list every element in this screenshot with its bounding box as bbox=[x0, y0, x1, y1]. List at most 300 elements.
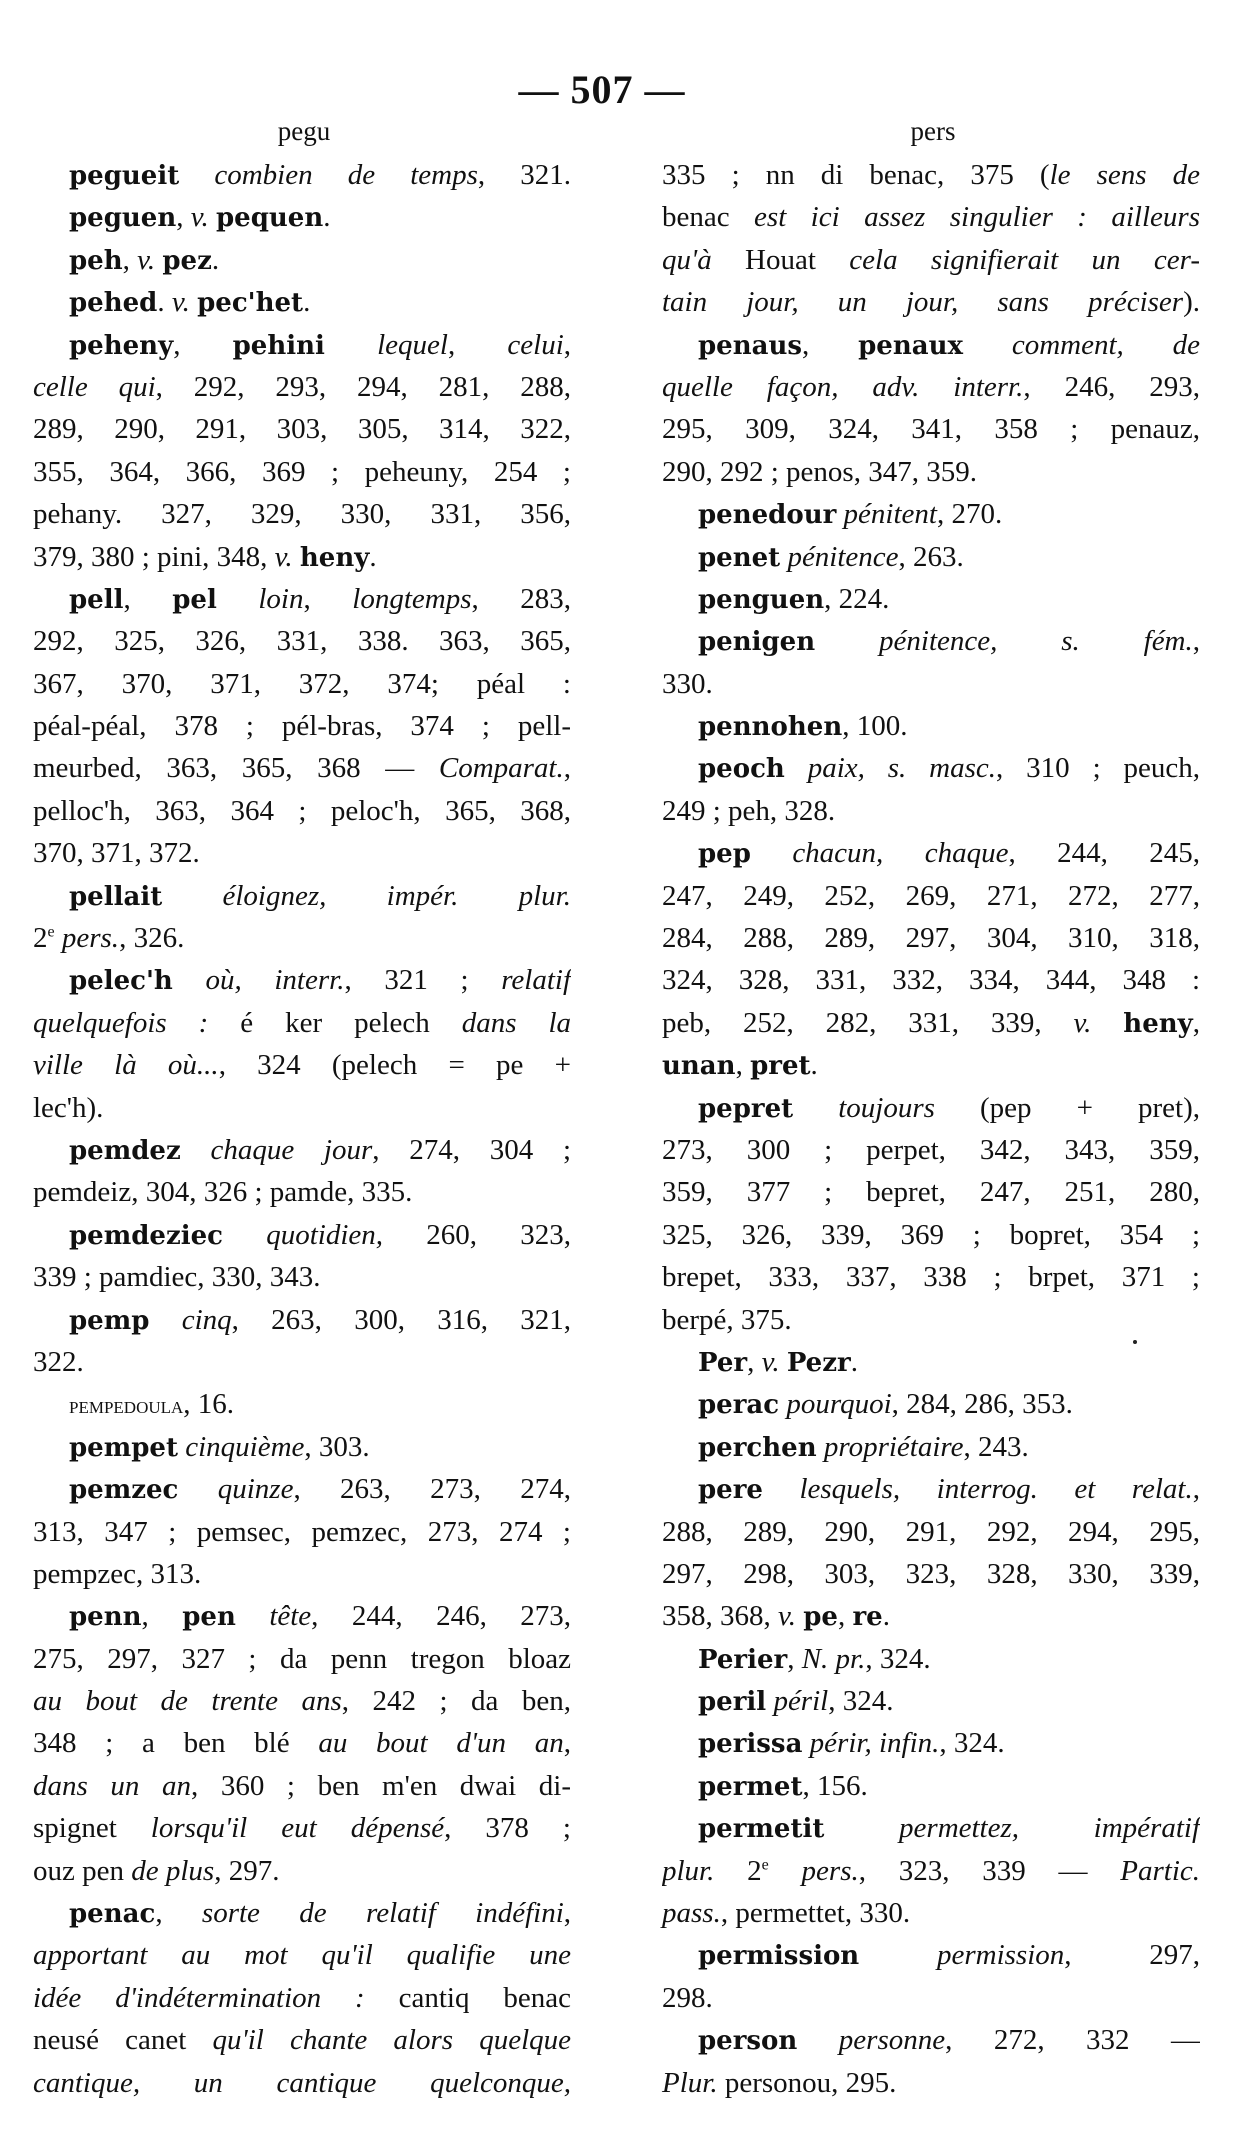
headword: person bbox=[698, 2026, 798, 2057]
dictionary-line bbox=[33, 663, 571, 705]
dictionary-line bbox=[33, 959, 571, 1001]
definition-text: pénitence bbox=[787, 540, 899, 573]
dictionary-line bbox=[662, 1214, 1200, 1256]
headword: perac bbox=[698, 1390, 780, 1421]
entry-text bbox=[162, 880, 222, 912]
entry-text: ouz pen bbox=[33, 1854, 132, 1887]
headword: pemdez bbox=[69, 1135, 181, 1166]
entry-text: , bbox=[173, 328, 233, 361]
headword: pe bbox=[803, 1602, 838, 1633]
dictionary-line bbox=[662, 790, 1200, 832]
dictionary-line bbox=[33, 451, 571, 493]
entry-text: . bbox=[850, 1345, 858, 1378]
headword: pequen bbox=[215, 203, 324, 234]
entry-text: personou, 295. bbox=[717, 2066, 897, 2099]
entry-text: neusé canet bbox=[33, 2024, 213, 2057]
entry-text: lec'h). bbox=[33, 1091, 104, 1124]
entry-text: , 297, bbox=[1064, 1939, 1200, 1972]
dictionary-line bbox=[33, 1511, 571, 1553]
headword: peheny bbox=[69, 330, 174, 361]
entry-text: , bbox=[563, 328, 571, 361]
entry-text: 324, 328, 331, 332, 334, 344, 348 : bbox=[662, 964, 1200, 997]
definition-text: tête bbox=[269, 1600, 312, 1633]
entry-text bbox=[209, 201, 216, 233]
dictionary-line bbox=[33, 1850, 571, 1892]
dictionary-line bbox=[662, 1468, 1200, 1510]
entry-text: . bbox=[211, 243, 220, 276]
entry-text: , bbox=[563, 1897, 571, 1930]
entry-text: , 292, 293, 294, 281, 288, bbox=[155, 370, 571, 403]
entry-text bbox=[190, 286, 197, 318]
entry-text: , 244, 245, bbox=[1008, 837, 1200, 870]
definition-text: quelle façon, adv. interr. bbox=[662, 370, 1024, 403]
dictionary-line bbox=[33, 1722, 571, 1764]
headword: pez bbox=[162, 245, 212, 276]
dictionary-line bbox=[662, 875, 1200, 917]
entry-text: berpé, 375. bbox=[662, 1303, 792, 1336]
entry-text: , 324. bbox=[828, 1685, 894, 1718]
entry-text: , 321. bbox=[477, 159, 571, 191]
dictionary-line bbox=[662, 154, 1200, 196]
headword: pel bbox=[172, 584, 217, 615]
headword: permission bbox=[698, 1941, 860, 1972]
dictionary-line bbox=[33, 1299, 571, 1341]
dictionary-line bbox=[33, 1638, 571, 1680]
definition-text: loin bbox=[258, 582, 304, 615]
dictionary-line bbox=[662, 1426, 1200, 1468]
dictionary-line bbox=[33, 620, 571, 662]
entry-text: , 263, 300, 316, 321, bbox=[231, 1303, 571, 1336]
definition-text: v. bbox=[171, 286, 190, 319]
dictionary-line bbox=[33, 2062, 571, 2104]
entry-text: . bbox=[157, 286, 172, 319]
entry-text: . bbox=[303, 286, 311, 319]
dictionary-line bbox=[662, 578, 1200, 620]
headword: pep bbox=[698, 839, 751, 870]
entry-text: , 323, 339 — bbox=[858, 1854, 1121, 1887]
dictionary-line bbox=[33, 1934, 571, 1976]
definition-text: pénitent bbox=[843, 498, 937, 531]
dictionary-line bbox=[33, 1977, 571, 2019]
dictionary-line bbox=[662, 1256, 1200, 1298]
definition-text: v. bbox=[778, 1600, 796, 1633]
definition-text: celle qui bbox=[33, 370, 156, 403]
entry-text: , 274, 304 ; bbox=[372, 1133, 571, 1166]
entry-text: 275, 297, 327 ; da penn tregon bloaz bbox=[33, 1642, 571, 1675]
entry-text: pemdeiz, 304, 326 ; pamde, 335. bbox=[33, 1176, 413, 1209]
entry-text: , permettet, 330. bbox=[720, 1897, 911, 1930]
entry-text: cantiq benac bbox=[364, 1981, 571, 2014]
definition-text: est ici assez singulier : ailleurs bbox=[754, 201, 1200, 234]
definition-text: qu'il chante alors quelque bbox=[212, 2024, 571, 2057]
definition-text: cela signifierait un cer- bbox=[849, 243, 1200, 276]
definition-text: cinquième bbox=[185, 1430, 305, 1463]
definition-text: longtemps bbox=[352, 582, 472, 615]
dictionary-line bbox=[33, 1680, 571, 1722]
dictionary-line bbox=[33, 1171, 571, 1213]
entry-text bbox=[797, 2024, 838, 2056]
entry-text: , 16. bbox=[183, 1388, 235, 1421]
headword: heny bbox=[1123, 1008, 1193, 1039]
dictionary-line bbox=[662, 1553, 1200, 1595]
dictionary-line bbox=[33, 1426, 571, 1468]
entry-text: e bbox=[47, 923, 55, 941]
headword: pret bbox=[750, 1051, 811, 1082]
dictionary-line bbox=[662, 366, 1200, 408]
definition-text: lorsqu'il eut dépensé bbox=[150, 1812, 445, 1845]
entry-text: , bbox=[303, 582, 353, 615]
dictionary-line bbox=[662, 1341, 1200, 1383]
entry-text: , 263. bbox=[898, 540, 964, 573]
dictionary-line bbox=[33, 366, 571, 408]
dictionary-line bbox=[33, 493, 571, 535]
definition-text: pass. bbox=[662, 1897, 721, 1930]
definition-text: paix, s. masc. bbox=[807, 752, 997, 785]
entry-text: , 321 ; bbox=[344, 964, 502, 997]
running-head-right: pers bbox=[910, 116, 956, 146]
entry-text bbox=[293, 541, 300, 573]
definition-text: au bout d'un an bbox=[318, 1727, 564, 1760]
entry-text bbox=[178, 1473, 217, 1505]
entry-text: 379, 380 ; pini, 348, bbox=[33, 540, 275, 573]
entry-text: 359, 377 ; bepret, 247, 251, 280, bbox=[662, 1176, 1200, 1209]
entry-text: , 272, 332 — bbox=[945, 2024, 1200, 2057]
definition-text: quinze bbox=[217, 1473, 294, 1506]
dictionary-line bbox=[662, 493, 1200, 535]
dictionary-line bbox=[33, 154, 571, 196]
entry-text: , 243. bbox=[963, 1430, 1029, 1463]
entry-text bbox=[181, 1134, 211, 1166]
entry-text: , 242 ; da ben, bbox=[341, 1685, 571, 1718]
entry-text: spignet bbox=[33, 1812, 151, 1845]
entry-text: 2 bbox=[33, 922, 48, 955]
headword: penguen bbox=[698, 584, 825, 615]
entry-text: é ker pelech bbox=[208, 1006, 462, 1039]
dictionary-line bbox=[33, 1214, 571, 1256]
entry-text: . bbox=[369, 540, 377, 573]
dictionary-line bbox=[662, 408, 1200, 450]
headword: penac bbox=[69, 1899, 156, 1930]
dictionary-line bbox=[33, 1892, 571, 1934]
entry-text: , bbox=[447, 328, 508, 361]
entry-text: , bbox=[837, 1600, 853, 1633]
entry-text: 284, 288, 289, 297, 304, 310, 318, bbox=[662, 922, 1200, 955]
dictionary-line bbox=[33, 705, 571, 747]
entry-text: , 310 ; peuch, bbox=[996, 752, 1200, 785]
entry-text bbox=[769, 1855, 802, 1887]
dictionary-line bbox=[33, 281, 571, 323]
entry-text: , 283, bbox=[471, 582, 571, 615]
definition-text: pourquoi bbox=[786, 1388, 892, 1421]
entry-text bbox=[780, 1346, 787, 1378]
dictionary-line bbox=[662, 1638, 1200, 1680]
dictionary-line bbox=[33, 790, 571, 832]
headword: peril bbox=[698, 1687, 767, 1718]
entry-text: benac bbox=[662, 201, 755, 234]
entry-text: , 263, 273, 274, bbox=[293, 1473, 571, 1506]
definition-text: apportant au mot qu'il qualifie une bbox=[33, 1939, 571, 1972]
entry-text: (pep + pret), bbox=[934, 1091, 1200, 1124]
headword: perchen bbox=[698, 1432, 817, 1463]
dictionary-line bbox=[33, 1595, 571, 1637]
definition-text: quotidien, bbox=[266, 1218, 384, 1251]
entry-text bbox=[817, 1431, 824, 1463]
dictionary-line bbox=[33, 1341, 571, 1383]
dictionary-line bbox=[662, 536, 1200, 578]
headword: pegueit bbox=[69, 161, 180, 191]
dictionary-line bbox=[662, 1595, 1200, 1637]
entry-text: , 224. bbox=[824, 582, 890, 615]
entry-text: Houat bbox=[711, 243, 850, 276]
headword: pell bbox=[69, 584, 124, 615]
entry-text: pelloc'h, 363, 364 ; peloc'h, 365, 368, bbox=[33, 794, 571, 827]
dictionary-line bbox=[662, 451, 1200, 493]
headword: unan bbox=[662, 1051, 736, 1082]
entry-text: meurbed, 363, 365, 368 — bbox=[33, 752, 439, 785]
headword: pemdeziec bbox=[69, 1220, 223, 1251]
dictionary-line bbox=[662, 663, 1200, 705]
entry-text: 292, 325, 326, 331, 338. 363, 365, bbox=[33, 625, 571, 658]
dictionary-line bbox=[33, 1807, 571, 1849]
entry-text: , bbox=[155, 1897, 202, 1930]
entry-text: , bbox=[787, 1642, 802, 1675]
headword: penigen bbox=[698, 627, 816, 658]
entry-text bbox=[173, 964, 206, 996]
entry-text bbox=[824, 1812, 899, 1844]
entry-text: 247, 249, 252, 269, 271, 272, 277, bbox=[662, 879, 1200, 912]
entry-text: , 324. bbox=[939, 1727, 1005, 1760]
entry-text: , 360 ; ben m'en dwai di- bbox=[190, 1769, 571, 1802]
headword: pec'het bbox=[197, 288, 304, 319]
headword: perissa bbox=[698, 1729, 803, 1760]
entry-text: 2 bbox=[714, 1854, 762, 1887]
dictionary-line bbox=[662, 747, 1200, 789]
entry-text: 249 ; peh, 328. bbox=[662, 794, 836, 827]
dictionary-line bbox=[662, 1765, 1200, 1807]
dictionary-line bbox=[33, 917, 571, 959]
headword: penet bbox=[698, 542, 781, 573]
definition-text: relatif bbox=[501, 964, 571, 997]
entry-text: 339 ; pamdiec, 330, 343. bbox=[33, 1261, 321, 1294]
definition-text: v. bbox=[274, 540, 293, 573]
entry-text bbox=[963, 329, 1012, 361]
dictionary-line bbox=[662, 2062, 1200, 2104]
dictionary-line bbox=[662, 1807, 1200, 1849]
entry-text bbox=[217, 583, 259, 615]
definition-text: pers. bbox=[801, 1854, 859, 1887]
entry-text bbox=[793, 1092, 838, 1124]
definition-text: pers. bbox=[61, 922, 120, 955]
entry-text: 295, 309, 324, 341, 358 ; penauz, bbox=[662, 413, 1200, 446]
headword: pellait bbox=[69, 881, 163, 912]
definition-text: personne bbox=[838, 2024, 946, 2057]
entry-text: , bbox=[1192, 1006, 1200, 1039]
definition-text: v. bbox=[761, 1345, 780, 1378]
entry-text: , bbox=[176, 201, 191, 234]
dictionary-line bbox=[33, 2019, 571, 2061]
definition-text: de plus bbox=[131, 1854, 215, 1887]
entry-text: , 324. bbox=[865, 1642, 931, 1675]
headword: permet bbox=[698, 1771, 803, 1802]
dictionary-line bbox=[33, 1044, 571, 1086]
entry-text: 348 ; a ben blé bbox=[33, 1727, 319, 1760]
headword: peh bbox=[69, 245, 123, 276]
headword: pennohen bbox=[698, 712, 843, 743]
definition-text: où, interr. bbox=[205, 964, 345, 997]
dictionary-line bbox=[662, 281, 1200, 323]
entry-text: , bbox=[563, 1727, 571, 1760]
print-speck bbox=[1133, 1340, 1137, 1344]
dictionary-line bbox=[662, 1892, 1200, 1934]
dictionary-line bbox=[662, 832, 1200, 874]
dictionary-line bbox=[33, 1383, 571, 1425]
definition-text: péril bbox=[773, 1685, 829, 1718]
definition-text: propriétaire bbox=[823, 1430, 964, 1463]
entry-text: 290, 292 ; penos, 347, 359. bbox=[662, 455, 977, 488]
headword: pehini bbox=[232, 330, 325, 361]
dictionary-line bbox=[662, 1850, 1200, 1892]
headword: peguen bbox=[69, 203, 177, 234]
entry-text bbox=[55, 922, 62, 954]
entry-text: . bbox=[810, 1049, 818, 1082]
headword: pemzec bbox=[69, 1475, 179, 1506]
headword: penedour bbox=[698, 500, 837, 531]
entry-text: péal-péal, 378 ; pél-bras, 374 ; pell- bbox=[33, 710, 571, 743]
entry-text: , 270. bbox=[936, 498, 1003, 531]
dictionary-line bbox=[33, 578, 571, 620]
headword: pemp bbox=[69, 1305, 150, 1336]
dictionary-line bbox=[33, 1765, 571, 1807]
entry-text: brepet, 333, 337, 338 ; brpet, 371 ; bbox=[662, 1261, 1200, 1294]
entry-text: 297, 298, 303, 323, 328, 330, 339, bbox=[662, 1557, 1200, 1590]
dictionary-line bbox=[662, 324, 1200, 366]
definition-text: toujours bbox=[838, 1091, 935, 1124]
entry-text: , bbox=[747, 1345, 762, 1378]
entry-text: , bbox=[802, 328, 859, 361]
right-column bbox=[662, 154, 1200, 2104]
entry-text: , bbox=[735, 1049, 751, 1082]
entry-text: , 378 ; bbox=[444, 1812, 571, 1845]
dictionary-line bbox=[33, 408, 571, 450]
headword: pepret bbox=[698, 1093, 794, 1124]
headword: Pezr bbox=[786, 1347, 851, 1378]
headword: pehed bbox=[69, 288, 158, 319]
entry-text: 288, 289, 290, 291, 292, 294, 295, bbox=[662, 1515, 1200, 1548]
entry-text: , bbox=[1192, 625, 1200, 658]
definition-text: permission bbox=[936, 1939, 1065, 1972]
dictionary-line bbox=[662, 1299, 1200, 1341]
dictionary-line bbox=[662, 1977, 1200, 2019]
dictionary-line bbox=[33, 1468, 571, 1510]
headword: permetit bbox=[698, 1814, 825, 1845]
dictionary-line bbox=[33, 875, 571, 917]
entry-text: , 156. bbox=[802, 1769, 868, 1802]
dictionary-line bbox=[33, 324, 571, 366]
headword: penaus bbox=[698, 330, 803, 361]
entry-text bbox=[149, 1304, 181, 1336]
entry-text: 325, 326, 339, 369 ; bopret, 354 ; bbox=[662, 1218, 1200, 1251]
definition-text: lesquels, interrog. et relat. bbox=[799, 1473, 1193, 1506]
entry-text bbox=[325, 329, 377, 361]
definition-text: au bout de trente ans bbox=[33, 1685, 342, 1718]
entry-text: , 324 (pelech = pe + bbox=[218, 1049, 571, 1082]
headword: Per bbox=[698, 1347, 748, 1378]
definition-text: cinq bbox=[181, 1303, 232, 1336]
entry-text bbox=[763, 1473, 800, 1505]
definition-text: Comparat. bbox=[438, 752, 564, 785]
page-number: — 507 — bbox=[518, 67, 686, 112]
definition-text: pénitence, s. fém. bbox=[879, 625, 1193, 658]
dictionary-line bbox=[662, 1087, 1200, 1129]
entry-text: , 246, 293, bbox=[1023, 370, 1200, 403]
headword: pelec'h bbox=[69, 966, 173, 997]
definition-text: quelquefois : bbox=[33, 1006, 209, 1039]
entry-text: 335 ; nn di benac, 375 ( bbox=[662, 159, 1050, 191]
entry-text bbox=[859, 1939, 937, 1971]
dictionary-line bbox=[662, 917, 1200, 959]
entry-text: , 303. bbox=[304, 1430, 370, 1463]
entry-text: 298. bbox=[662, 1981, 713, 2014]
entry-text: . bbox=[882, 1600, 890, 1633]
entry-text bbox=[236, 1600, 269, 1632]
headword: pen bbox=[182, 1602, 236, 1633]
entry-text: , bbox=[563, 752, 571, 785]
entry-text: e bbox=[761, 1855, 769, 1873]
definition-text: comment, de bbox=[1011, 328, 1200, 361]
headword: penn bbox=[69, 1602, 142, 1633]
dictionary-line bbox=[33, 1553, 571, 1595]
definition-text: chacun, chaque bbox=[792, 837, 1009, 870]
left-column bbox=[33, 154, 571, 2104]
entry-text: , bbox=[122, 243, 138, 276]
definition-text: v. bbox=[190, 201, 209, 234]
dictionary-line bbox=[662, 1680, 1200, 1722]
headword: Perier bbox=[698, 1644, 788, 1675]
definition-text: Partic. bbox=[1120, 1854, 1200, 1887]
headword: pere bbox=[698, 1475, 763, 1506]
dictionary-line bbox=[33, 1256, 571, 1298]
definition-text: permettez, impératif bbox=[899, 1812, 1200, 1845]
definition-text: le sens de bbox=[1049, 159, 1200, 191]
dictionary-line bbox=[662, 1383, 1200, 1425]
entry-text: 260, 323, bbox=[383, 1218, 571, 1251]
entry-text: 273, 300 ; perpet, 342, 343, 359, bbox=[662, 1133, 1200, 1166]
dictionary-line bbox=[662, 1511, 1200, 1553]
dictionary-line bbox=[33, 832, 571, 874]
definition-text: dans un an bbox=[33, 1769, 191, 1802]
entry-text bbox=[223, 1219, 266, 1251]
entry-text: , bbox=[1192, 1473, 1200, 1506]
entry-text: peb, 252, 282, 331, 339, bbox=[662, 1006, 1074, 1039]
headword: re bbox=[852, 1602, 883, 1633]
entry-text: , bbox=[141, 1600, 183, 1633]
entry-text bbox=[802, 1727, 809, 1759]
definition-text: idée d'indétermination : bbox=[33, 1981, 365, 2014]
running-head-left: pegu bbox=[277, 116, 331, 146]
definition-text: éloignez, impér. plur. bbox=[222, 879, 571, 912]
entry-text: , 284, 286, 353. bbox=[891, 1388, 1073, 1421]
entry-text: 370, 371, 372. bbox=[33, 837, 200, 870]
entry-text: 289, 290, 291, 303, 305, 314, 322, bbox=[33, 413, 571, 446]
definition-text: qu'à bbox=[662, 243, 712, 276]
entry-text: , 244, 246, 273, bbox=[311, 1600, 571, 1633]
entry-text: 355, 364, 366, 369 ; peheuny, 254 ; bbox=[33, 455, 571, 488]
definition-text: combien de temps bbox=[179, 159, 478, 191]
entry-text bbox=[751, 837, 792, 869]
entry-text: 358, 368, bbox=[662, 1600, 778, 1633]
entry-text: , 326. bbox=[119, 922, 185, 955]
headword: penaux bbox=[858, 330, 963, 361]
